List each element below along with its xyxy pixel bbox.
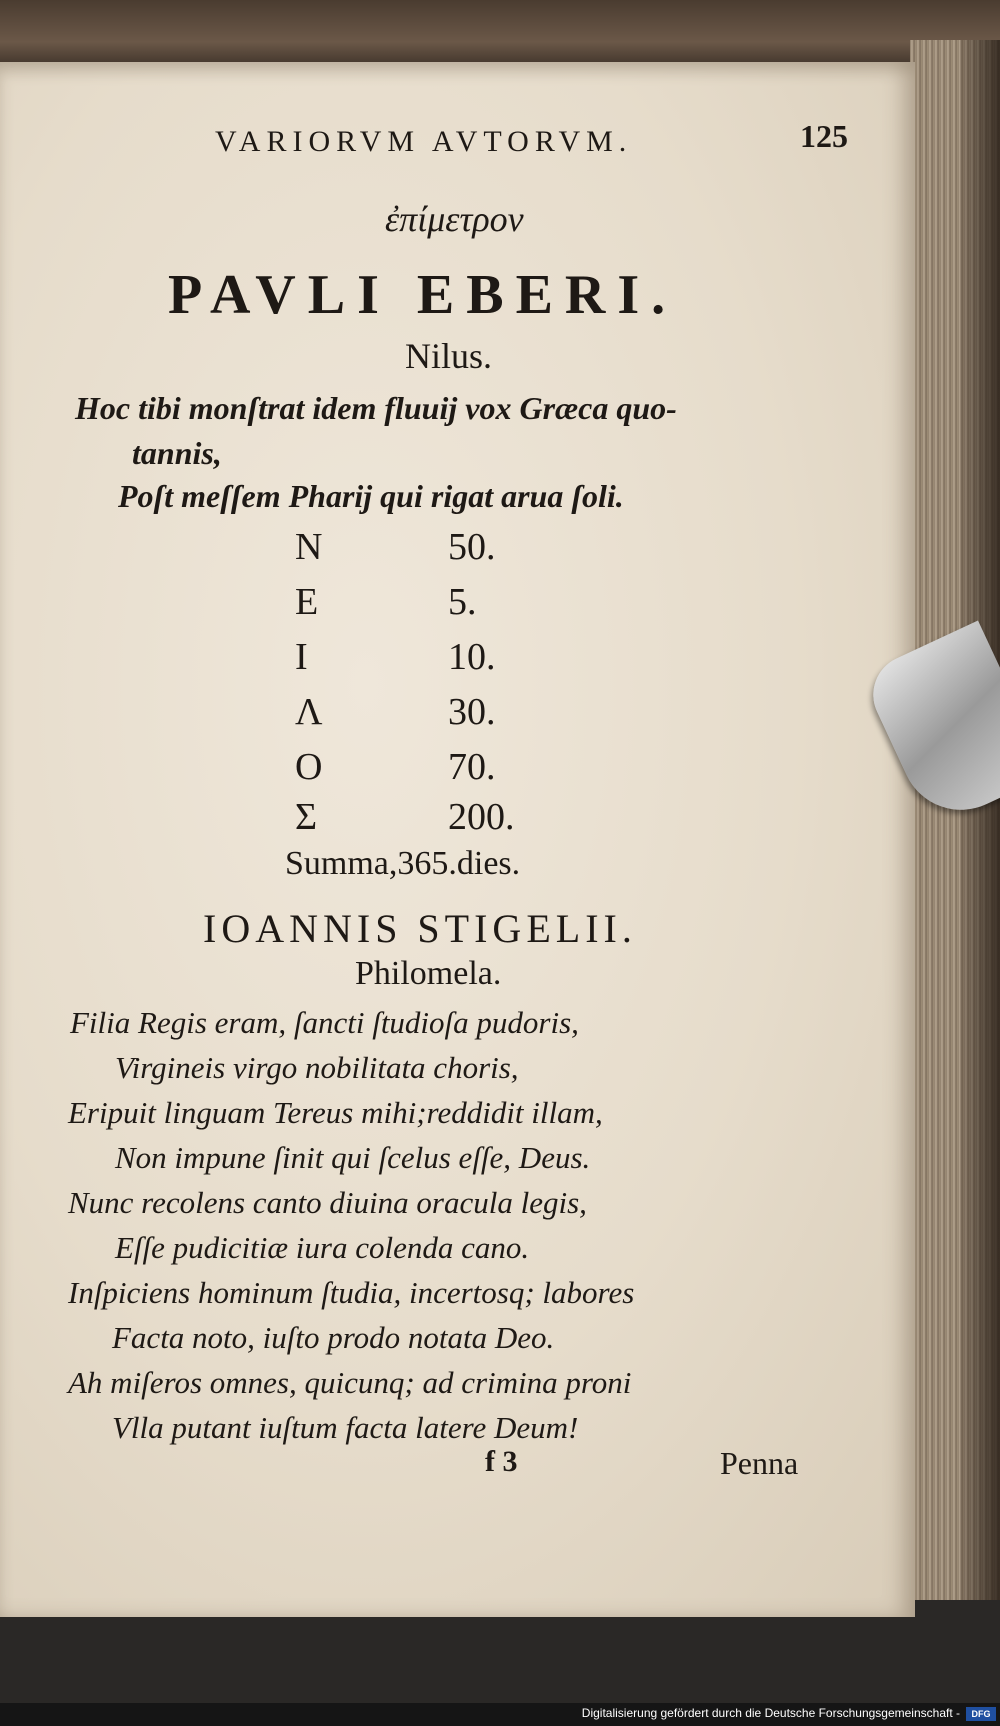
numeric-value: 50. xyxy=(448,526,496,568)
dfg-logo-icon: DFG xyxy=(966,1707,996,1721)
signature-mark: f 3 xyxy=(485,1445,518,1478)
greek-letter: N xyxy=(295,526,323,568)
verse-line: Non impune ſinit qui ſcelus eſſe, Deus. xyxy=(115,1140,591,1175)
greek-heading: ἐπίμετρον xyxy=(385,199,524,239)
verse-line: Ah miſeros omnes, quicunq; ad crimina proni xyxy=(68,1365,632,1400)
book-spine-shadow xyxy=(960,40,1000,1600)
author-heading-eber: PAVLI EBERI. xyxy=(168,264,678,326)
verse-line: tannis, xyxy=(132,435,222,471)
catchword: Penna xyxy=(720,1445,799,1481)
verse-line: Poſt meſſem Pharij qui rigat arua ſoli. xyxy=(118,478,624,514)
page-number: 125 xyxy=(800,118,848,154)
running-head: VARIORVM AVTORVM. xyxy=(215,125,633,158)
summa-line: Summa,365.dies. xyxy=(285,845,521,882)
footer-credit: Digitalisierung gefördert durch die Deutsche Forschungsgemeinschaft - xyxy=(581,1706,960,1720)
numeric-value: 30. xyxy=(448,691,496,733)
numeric-value: 70. xyxy=(448,746,496,788)
author-heading-stigel: IOANNIS STIGELII. xyxy=(203,906,637,951)
verse-line: Hoc tibi monſtrat idem fluuij vox Græca quo- xyxy=(75,390,677,426)
greek-letter: Λ xyxy=(295,691,323,733)
verse-line: Vlla putant iuſtum facta latere Deum! xyxy=(112,1410,579,1445)
verse-line: Eſſe pudicitiæ iura colenda cano. xyxy=(115,1230,530,1265)
digitization-footer xyxy=(0,1703,1000,1726)
poem-title-nilus: Nilus. xyxy=(405,336,493,376)
verse-line: Filia Regis eram, ſancti ſtudioſa pudoris, xyxy=(70,1005,579,1040)
numeric-value: 200. xyxy=(448,796,515,838)
greek-letter: E xyxy=(295,581,319,623)
verse-line: Facta noto, iuſto prodo notata Deo. xyxy=(112,1320,555,1355)
greek-letter: I xyxy=(295,636,308,678)
numeric-value: 5. xyxy=(448,581,477,623)
poem-title-philomela: Philomela. xyxy=(355,955,502,992)
verse-line: Eripuit linguam Tereus mihi;reddidit illam, xyxy=(68,1095,603,1130)
verse-line: Nunc recolens canto diuina oracula legis, xyxy=(68,1185,587,1220)
verse-line: Virgineis virgo nobilitata choris, xyxy=(115,1050,519,1085)
numeric-value: 10. xyxy=(448,636,496,678)
book-cover-top xyxy=(0,0,1000,70)
greek-letter: Σ xyxy=(295,796,318,838)
greek-letter: O xyxy=(295,746,323,788)
verse-line: Inſpiciens hominum ſtudia, incertosq; labores xyxy=(68,1275,635,1310)
